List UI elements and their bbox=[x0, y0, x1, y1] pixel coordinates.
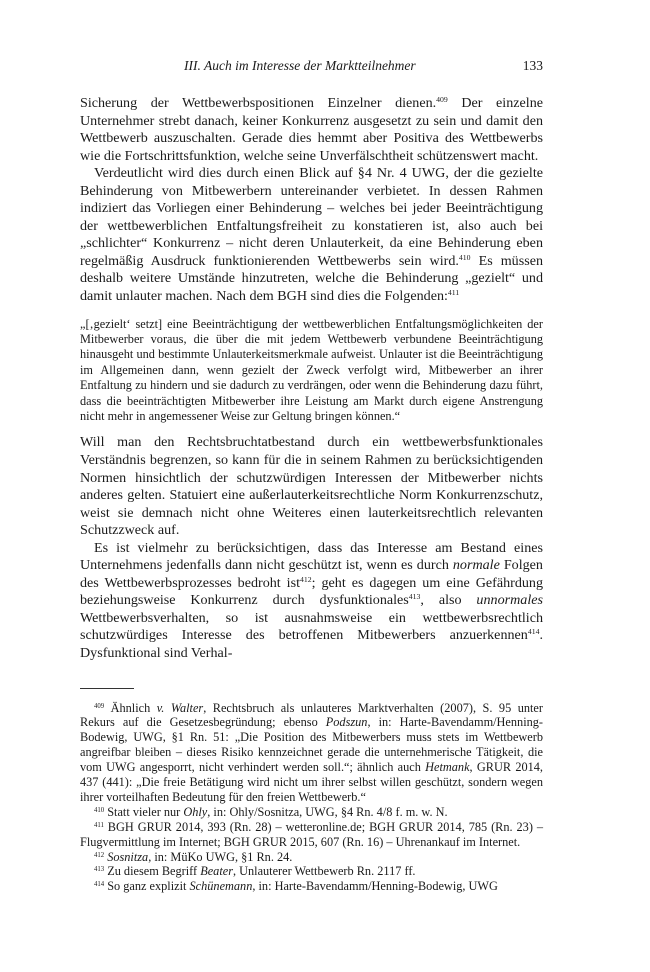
text-run: BGH GRUR 2014, 393 (Rn. 28) – wetteronline.de; BGH GRUR 2014, 785 (Rn. 23) – Flugvermittlung im Internet; BGH GRUR 2015, 607 (Rn. 16) – Uhrenankauf im Internet. bbox=[80, 819, 543, 849]
text-run: Der einzelne Unternehmer strebt danach, keiner Konkurrenz ausgesetzt zu sein und damit den Wettbewerb auszuschalten. Gerade dies hemmt aber Positiva des Wettbewerbs wie die Fortschrittsfunktion, welche seine Unverfälschtheit schützenswert macht. bbox=[80, 95, 543, 164]
author-name: Schünemann bbox=[189, 879, 253, 894]
paragraph-2 bbox=[80, 165, 543, 305]
author-name: Beater bbox=[200, 864, 233, 879]
footnote-number: 411 bbox=[94, 821, 104, 829]
text-run: , in: Harte-Bavendamm/Henning-Bodewig, UWG, §1 Rn. 51: „Die Position des Mitbewerbers muss stets im Wettbewerb angreifbar bleiben – dieses Risiko kennzeichnet gerade die unternehmerische Tätigkeit, die vom UWG angesporrt, nicht verhindert werden soll.“; ähnlich auch bbox=[80, 715, 543, 775]
paragraph-1 bbox=[80, 95, 543, 165]
footnote-number: 412 bbox=[94, 851, 105, 859]
footnote-number: 414 bbox=[94, 881, 105, 889]
running-title: III. Auch im Interesse der Marktteilnehmer bbox=[184, 58, 416, 73]
text-run: , in: Harte-Bavendamm/Henning-Bodewig, UWG bbox=[252, 879, 498, 894]
author-name: Hetmank bbox=[425, 760, 470, 775]
footnote-number: 409 bbox=[94, 702, 105, 710]
footnote-number: 413 bbox=[94, 866, 105, 874]
text-run: Verdeutlicht wird dies durch einen Blick auf §4 Nr. 4 UWG, der die gezielte Behinderung von Mitbewerbern untereinander verbietet. In dessen Rahmen indiziert das Vorliegen einer Behinderung – welches bei jeder Beeinträchtigung der wettbewerblichen Entfaltungsfreiheit zu konstatieren ist, also auch bei „schlichter“ Konkurrenz – nicht deren Unlauterkeit, da eine Behinderung eben regelmäßig Ausdruck funktionierenden Wettbewerbs sein wird. bbox=[80, 165, 543, 269]
page-number: 133 bbox=[522, 58, 543, 73]
footnote-ref-414[interactable]: 414 bbox=[527, 627, 540, 637]
book-page bbox=[80, 58, 543, 894]
text-run: , also bbox=[420, 592, 477, 609]
footnote-number: 410 bbox=[94, 806, 105, 814]
text-run: Statt vieler nur bbox=[104, 804, 184, 819]
footnote-ref-412[interactable]: 412 bbox=[300, 574, 312, 584]
footnote-413 bbox=[80, 864, 543, 879]
block-quote: „[‚gezielt‘ setzt] eine Beeinträchtigung der wettbewerblichen Entfaltungsmöglichkeiten der Mitbewerber voraus, die über die mit jedem Wettbewerb verbundene Beeinträchtigung hinausgeht und bestimmte Unlauterkeitsmerkmale aufweist. Unlauter ist die Beeinträchtigung im Allgemeinen dann, wenn gezielt der Zweck verfolgt wird, Mitbewerber an ihrer Entfaltung zu hindern und sie dadurch zu verdrängen, oder wenn die Behinderung dazu führt, dass die beeinträchtigten Mitbewerber ihre Leistung am Markt durch eigene Anstrengung nicht mehr in angemessener Weise zur Geltung bringen können.“ bbox=[80, 316, 543, 423]
text-run: Wettbewerbsverhalten, so ist ausnahmsweise ein wettbewerbsrechtlich schutzwürdiges Interesse des betroffenen Mitbewerbers anzuerkennen bbox=[80, 609, 543, 644]
text-run: Es ist vielmehr zu berücksichtigen, dass das Interesse am Bestand eines Unternehmens jedenfalls dann nicht geschützt ist, wenn es durch bbox=[80, 539, 543, 574]
text-run: Es müssen deshalb weitere Umstände hinzutreten, welche die Behinderung „gezielt“ und damit unlauter machen. Nach dem BGH sind dies die Folgenden: bbox=[80, 252, 543, 305]
paragraph-3: Will man den Rechtsbruchtatbestand durch ein wettbewerbsfunktionales Verständnis begrenzen, so kann für die in seinem Rahmen zu berücksichtigenden Normen hinsichtlich der schutzwürdigen Interessen der Mitbewerber nichts anderes gelten. Statuiert eine außerlauterkeitsrechtliche Norm Konkurrenzschutz, weist sie demnach nicht ohne Weiteres einen lauterkeitsrechtlich relevanten Schutzzweck auf. bbox=[80, 434, 543, 539]
text-run: Folgen des Wettbewerbsprozesses bedroht ist bbox=[80, 557, 543, 591]
running-header bbox=[80, 58, 543, 80]
author-name: v. Walter bbox=[156, 700, 204, 715]
text-run: , in: Ohly/Sosnitza, UWG, §4 Rn. 4/8 f. m. w. N. bbox=[207, 804, 448, 819]
text-run: , Unlauterer Wettbewerb Rn. 2117 ff. bbox=[232, 864, 416, 879]
text-run: ; geht es dagegen um eine Gefährdung beziehungsweise Konkurrenz durch dysfunktionales bbox=[80, 574, 544, 609]
footnote-ref-411[interactable]: 411 bbox=[447, 288, 460, 298]
footnotes bbox=[80, 701, 543, 895]
footnote-414 bbox=[80, 879, 543, 894]
footnote-ref-409[interactable]: 409 bbox=[436, 95, 448, 105]
text-run: Ähnlich bbox=[104, 700, 157, 715]
main-text bbox=[80, 95, 543, 663]
footnote-412 bbox=[80, 850, 543, 865]
footnote-divider bbox=[80, 688, 134, 689]
text-run: . Dysfunktional sind Verhal- bbox=[80, 627, 543, 661]
footnote-410 bbox=[80, 805, 543, 820]
text-run: , GRUR 2014, 437 (441): „Die freie Betätigung wird nicht um ihrer selbst willen geschützt, sondern wegen ihrer vorteilhaften Bedeutung für den freien Wettbewerb.“ bbox=[80, 760, 543, 804]
author-name: Ohly bbox=[183, 804, 208, 819]
author-name: Podszun bbox=[325, 715, 368, 730]
footnote-409 bbox=[80, 701, 543, 805]
footnote-411 bbox=[80, 820, 543, 850]
emphasis: unnormales bbox=[476, 592, 543, 609]
paragraph-4 bbox=[80, 540, 543, 663]
author-name: Sosnitza bbox=[104, 849, 149, 864]
emphasis: normale bbox=[452, 557, 500, 574]
text-run: Sicherung der Wettbewerbspositionen Einzelner dienen. bbox=[80, 95, 437, 111]
text-run: , in: MüKo UWG, §1 Rn. 24. bbox=[148, 849, 293, 864]
footnote-ref-410[interactable]: 410 bbox=[458, 253, 471, 263]
text-run: Zu diesem Begriff bbox=[104, 864, 201, 879]
text-run: , Rechtsbruch als unlauteres Marktverhalten (2007), S. 95 unter Rekurs auf die Gesetzesbegründung; ebenso bbox=[80, 700, 543, 730]
text-run: So ganz explizit bbox=[104, 879, 190, 894]
footnote-ref-413[interactable]: 413 bbox=[408, 592, 421, 602]
